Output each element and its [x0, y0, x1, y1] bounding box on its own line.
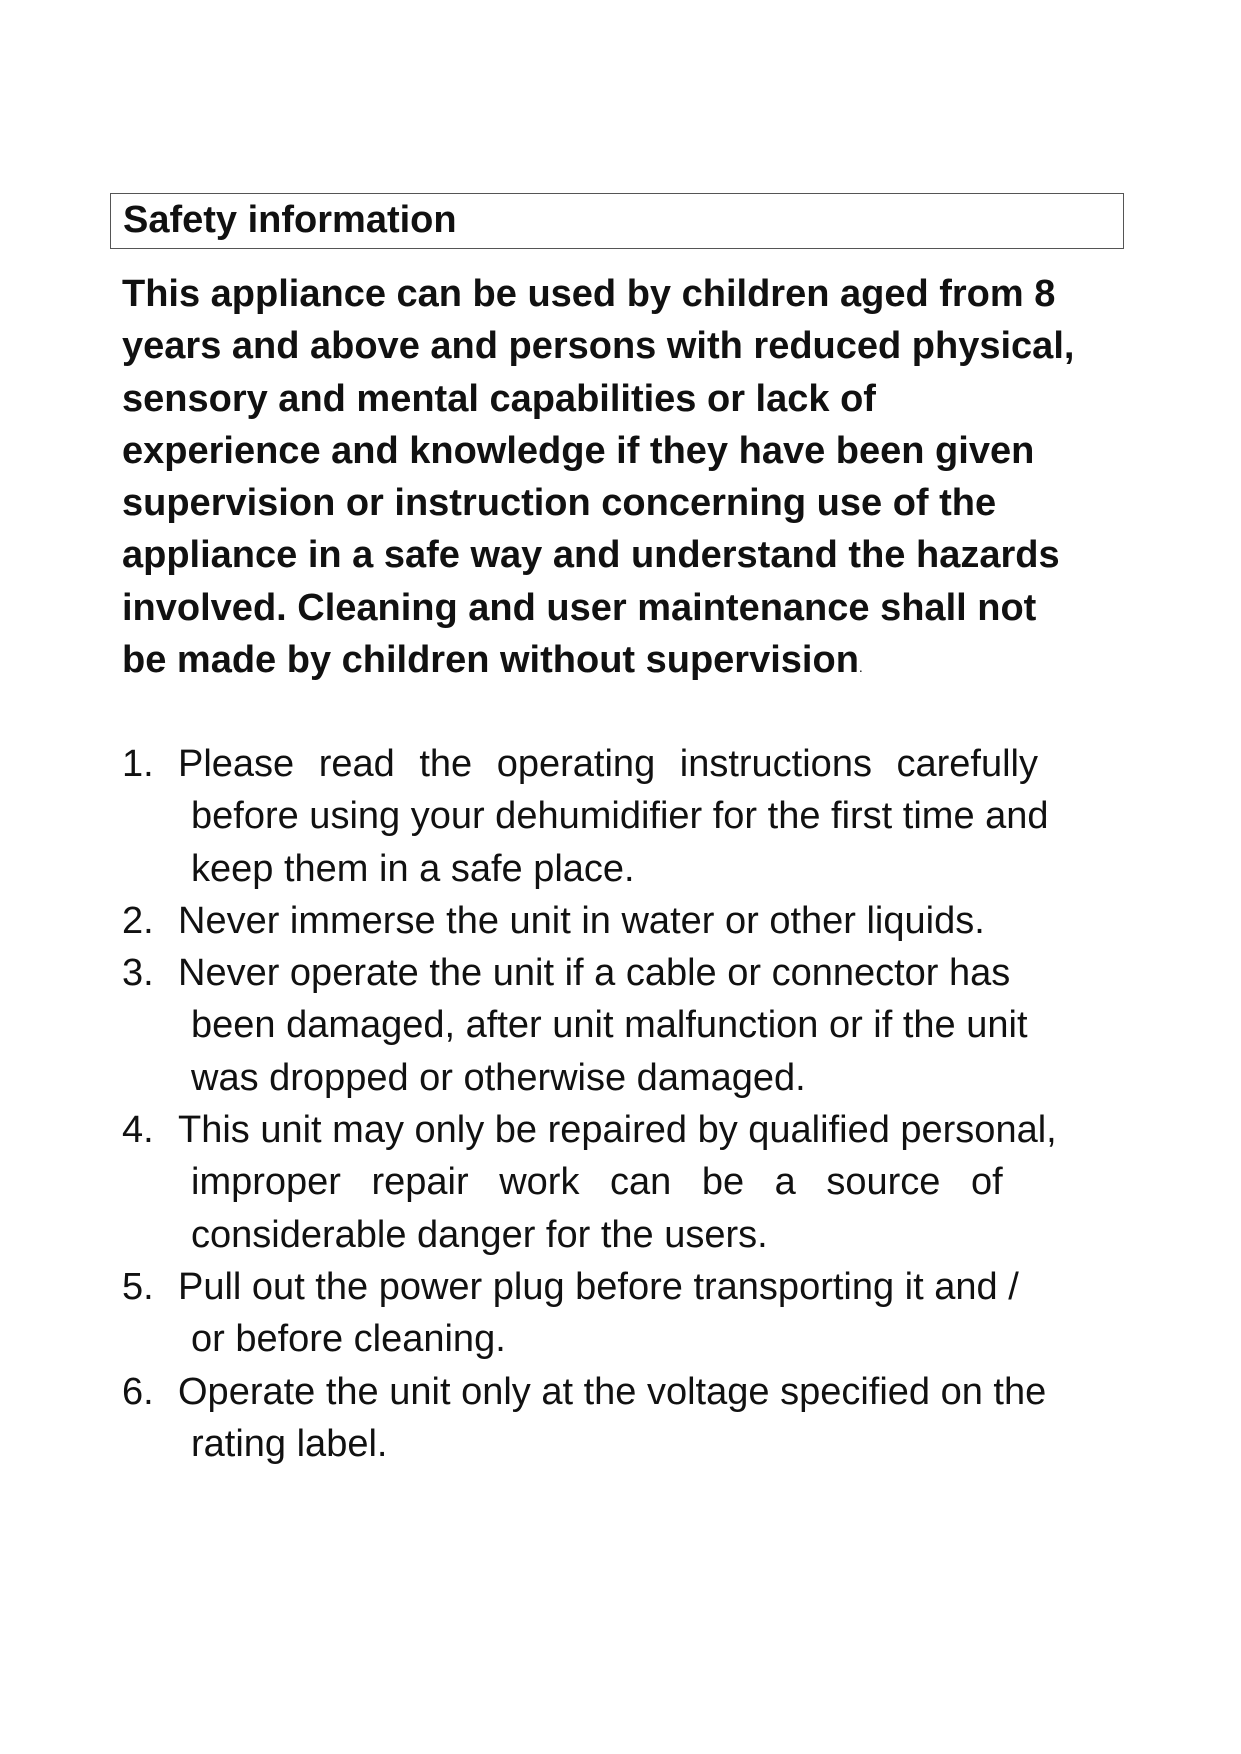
- warning-line: supervision or instruction concerning use of the: [122, 482, 997, 525]
- warning-line: years and above and persons with reduced physical,: [122, 325, 1075, 368]
- warning-line: sensory and mental capabilities or lack of: [122, 377, 876, 420]
- list-number: 5.: [122, 1265, 154, 1308]
- list-item-4: [122, 1104, 1132, 1261]
- section-heading: Safety information: [123, 199, 457, 241]
- warning-line: appliance in a safe way and understand the hazards: [122, 534, 1060, 577]
- list-item-line: Pull out the power plug before transporting it and /: [178, 1265, 1019, 1308]
- warning-period: .: [858, 659, 863, 676]
- list-item-line: before using your dehumidifier for the first time and: [191, 795, 1049, 838]
- warning-line-text: be made by children without supervision: [122, 639, 859, 682]
- list-number: 3.: [122, 952, 154, 995]
- list-item-1: [122, 738, 1132, 895]
- section-heading-box: [110, 193, 1124, 249]
- warning-line: [122, 634, 1132, 693]
- list-number: 2.: [122, 899, 154, 942]
- list-item-2: [122, 895, 1132, 947]
- list-item-line: rating label.: [191, 1422, 388, 1465]
- child-safety-warning: [122, 268, 1132, 693]
- list-number: 4.: [122, 1109, 154, 1152]
- list-item-line: This unit may only be repaired by qualified personal,: [178, 1109, 1057, 1152]
- list-item-line: Never immerse the unit in water or other liquids.: [178, 899, 985, 942]
- list-item-line: improper repair work can be a source of: [191, 1161, 1003, 1204]
- list-item-6: [122, 1366, 1132, 1471]
- list-item-line: was dropped or otherwise damaged.: [191, 1056, 806, 1099]
- warning-line: This appliance can be used by children aged from 8: [122, 273, 1056, 315]
- safety-instructions-list: [122, 738, 1132, 1470]
- list-item-line: been damaged, after unit malfunction or if the unit: [191, 1004, 1028, 1047]
- list-item-line: considerable danger for the users.: [191, 1213, 768, 1256]
- warning-line: experience and knowledge if they have been given: [122, 429, 1035, 472]
- list-item-line: or before cleaning.: [191, 1318, 506, 1361]
- list-item-3: [122, 947, 1132, 1104]
- list-item-line: Never operate the unit if a cable or connector has: [178, 952, 1011, 995]
- list-item-line: Operate the unit only at the voltage specified on the: [178, 1370, 1047, 1413]
- list-item-line: Please read the operating instructions carefully: [178, 743, 1039, 785]
- list-number: 6.: [122, 1370, 154, 1413]
- list-item-line: keep them in a safe place.: [191, 847, 635, 890]
- list-number: 1.: [122, 743, 154, 785]
- warning-line: involved. Cleaning and user maintenance shall not: [122, 586, 1037, 629]
- list-item-5: [122, 1261, 1132, 1366]
